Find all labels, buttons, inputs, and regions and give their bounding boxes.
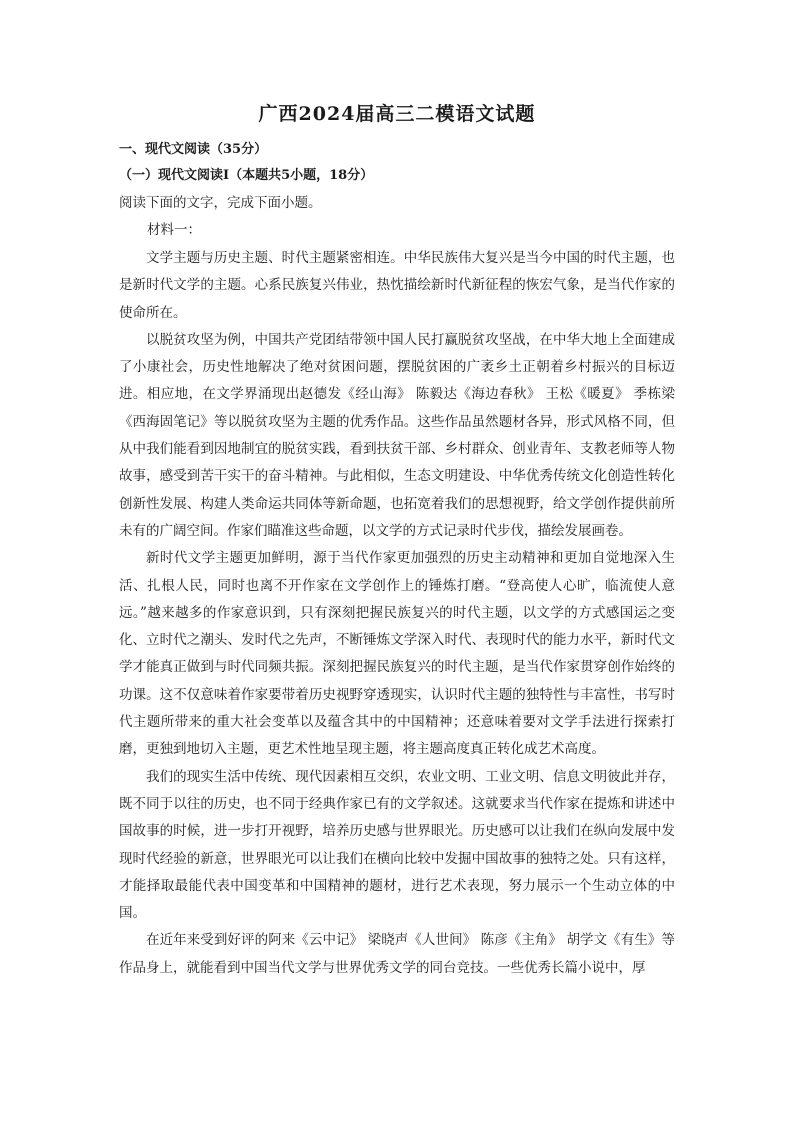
paragraph-1: 文学主题与历史主题、时代主题紧密相连。中华民族伟大复兴是当今中国的时代主题，也是新时代文学的主题。心系民族复兴伟业，热忱描绘新时代新征程的恢宏气象，是当代作家的使命所在。 (119, 250, 675, 321)
paragraph-2: 以脱贫攻坚为例，中国共产党团结带领中国人民打赢脱贫攻坚战，在中华大地上全面建成了小康社会，历史性地解决了绝对贫困问题，摆脱贫困的广袤乡土正朝着乡村振兴的目标迈进。相应地，在文学界涌现出赵德发《经山海》 陈毅达《海边春秋》 王松《暖夏》 季栋梁《西海固笔记》等以脱贫攻坚为主题的优秀作品。这些作品虽然题材各异，形式风格不同，但从中我们能看到因地制宜的脱贫实践，看到扶贫干部、乡村群众、创业青年、支教老师等人物故事，感受到苦干实干的奋斗精神。与此相似，生态文明建设、中华优秀传统文化创造性转化创新性发展、构建人类命运共同体等新命题，也拓宽着我们的思想视野，给文学创作提供前所未有的广阔空间。作家们瞄准这些命题，以文学的方式记录时代步伐，描绘发展画卷。 (119, 331, 675, 539)
article-body (119, 245, 675, 982)
material-label: 材料一： (147, 222, 201, 238)
paragraph-5: 在近年来受到好评的阿来《云中记》 梁晓声《人世间》 陈彦《主角》 胡学文《有生》等作品身上，就能看到中国当代文学与世界优秀文学的同台竞技。一些优秀长篇小说中，厚 (119, 932, 675, 976)
instruction-text: 阅读下面的文字，完成下面小题。 (119, 195, 322, 211)
paragraph-3: 新时代文学主题更加鲜明，源于当代作家更加强烈的历史主动精神和更加自觉地深入生活、扎根人民，同时也离不开作家在文学创作上的锤炼打磨。“登高使人心旷，临流使人意远。”越来越多的作家意识到，只有深刻把握民族复兴的时代主题，以文学的方式感国运之变化、立时代之潮头、发时代之先声，不断锤炼文学深入时代、表现时代的能力水平，新时代文学才能真正做到与时代同频共振。深刻把握民族复兴的时代主题，是当代作家贯穿创作始终的功课。这不仅意味着作家要带着历史视野穿透现实，认识时代主题的独特性与丰富性，书写时代主题所带来的重大社会变革以及蕴含其中的中国精神；还意味着要对文学手法进行探索打磨，更独到地切入主题，更艺术性地呈现主题，将主题高度真正转化成艺术高度。 (119, 550, 675, 758)
document-title: 广西2024届高三二模语文试题 (258, 103, 536, 125)
paragraph-4: 我们的现实生活中传统、现代因素相互交织，农业文明、工业文明、信息文明彼此并存，既不同于以往的历史，也不同于经典作家已有的文学叙述。这就要求当代作家在提炼和讲述中国故事的时候，进一步打开视野，培养历史感与世界眼光。历史感可以让我们在纵向发展中发现时代经验的新意，世界眼光可以让我们在横向比较中发掘中国故事的独特之处。只有这样，才能择取最能代表中国变革和中国精神的题材，进行艺术表现，努力展示一个生动立体的中国。 (119, 768, 675, 922)
section-heading-modern-reading: 一、现代文阅读（35分） (119, 142, 268, 157)
subsection-heading-reading-1: （一）现代文阅读Ⅰ（本题共5小题，18分） (119, 168, 374, 183)
